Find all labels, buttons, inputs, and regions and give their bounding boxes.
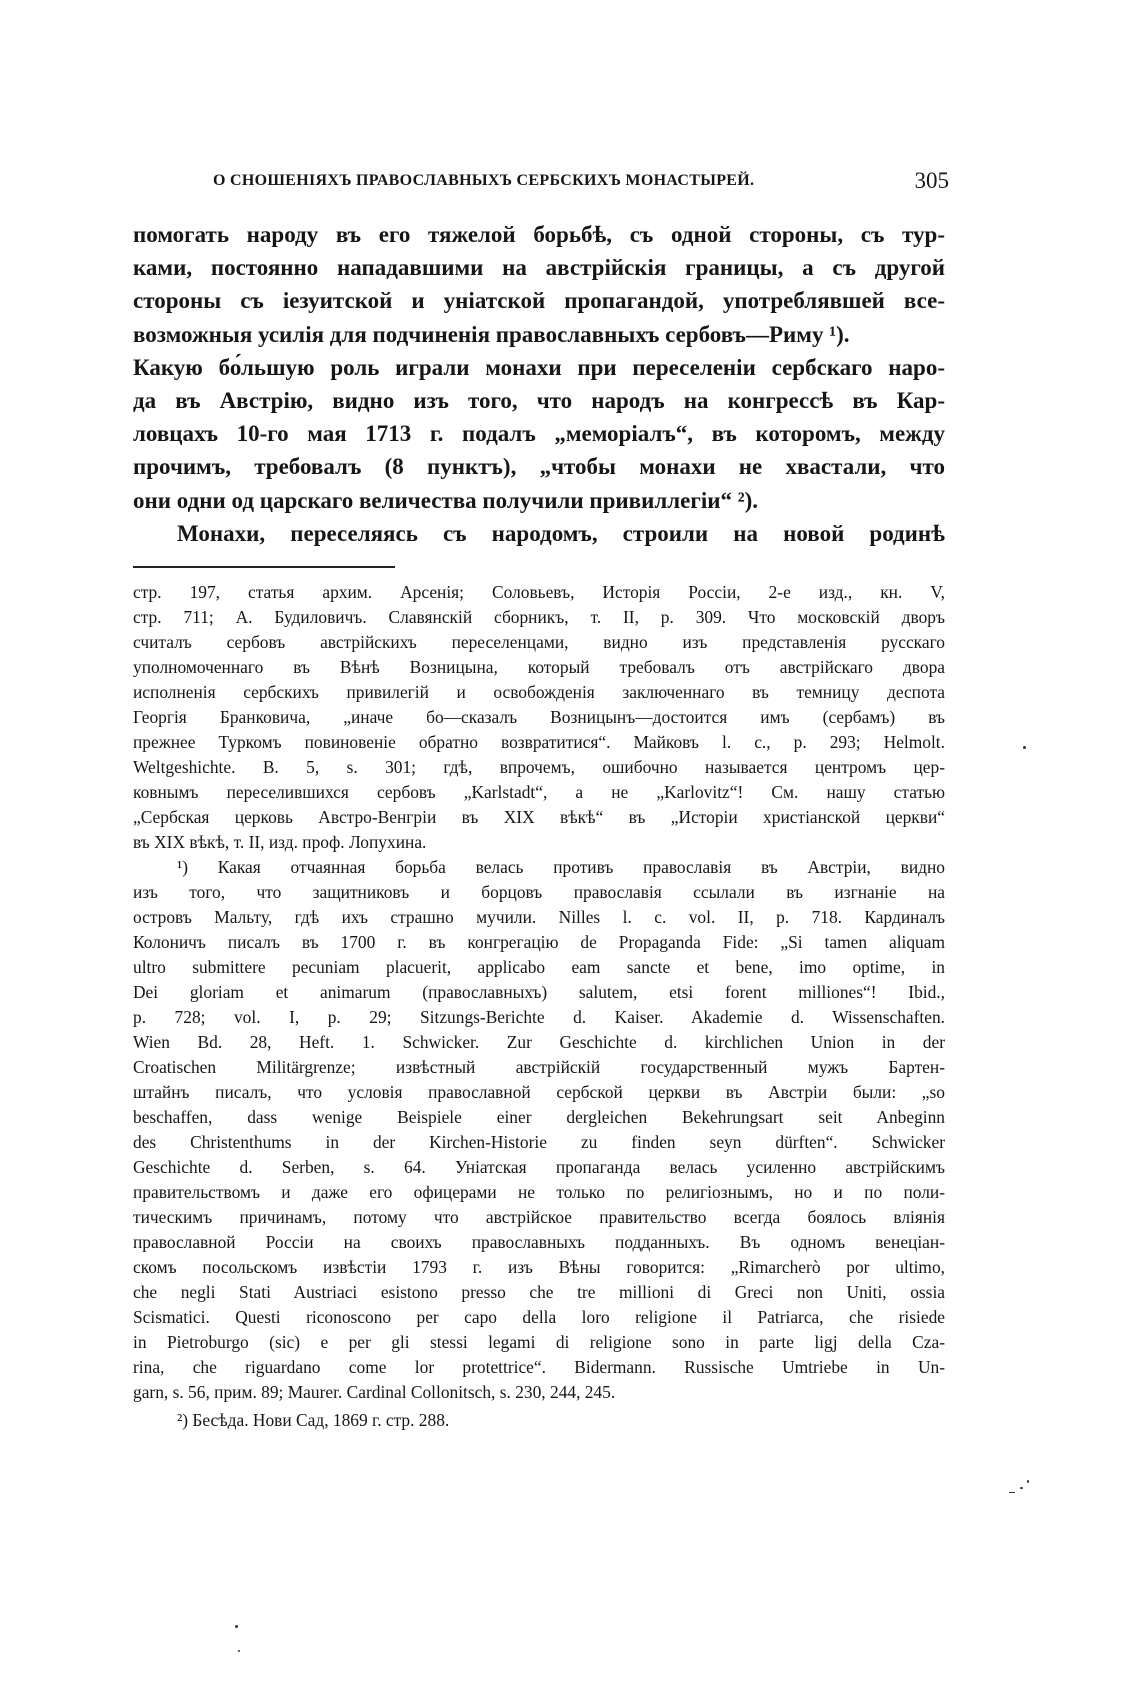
scan-speck — [1020, 1487, 1023, 1489]
footnote-line: исполненія сербскихъ привилегій и освобожденія заключеннаго въ темницу деспота — [133, 682, 945, 702]
footnote-1-line: штайнъ писалъ, что условія православной сербской церкви въ Австріи были: „so — [133, 1082, 945, 1102]
footnote-2-line: ²) Бесѣда. Нови Сад, 1869 г. стр. 288. — [177, 1410, 450, 1430]
footnote-line: Weltgeshichte. B. 5, s. 301; гдѣ, впрочемъ, ошибочно называется центромъ цер- — [133, 757, 945, 777]
footnote-1-line: ¹) Какая отчаянная борьба велась противъ православія въ Австріи, видно — [177, 857, 945, 877]
main-text-line: стороны съ іезуитской и уніатской пропагандой, употреблявшей все- — [133, 288, 945, 314]
footnote-1-line: Dei gloriam et animarum (православныхъ) salutem, etsi forent milliones“! Ibid., — [133, 982, 945, 1002]
main-text-line: Какую бо́льшую роль играли монахи при переселеніи сербскаго наро- — [133, 354, 945, 380]
scan-speck — [238, 1650, 240, 1652]
main-text — [133, 218, 945, 550]
main-text-line: помогать народу въ его тяжелой борьбѣ, съ одной стороны, съ тур- — [133, 222, 945, 247]
main-text-line: возможныя усилія для подчиненія православныхъ сербовъ—Риму ¹). — [133, 321, 850, 347]
footnote-1-line: изъ того, что защитниковъ и борцовъ православія ссылали въ изгнаніе на — [133, 882, 945, 902]
footnote-1-line: in Pietroburgo (sic) e per gli stessi legami di religione sono in parte ligj della Cza- — [133, 1332, 945, 1352]
scan-speck — [1027, 1480, 1029, 1483]
footnote-line: въ XIX вѣкѣ, т. II, изд. проф. Лопухина. — [133, 832, 427, 852]
running-title: О СНОШЕНІЯХЪ ПРАВОСЛАВНЫХЪ СЕРБСКИХЪ МОНАСТЫРЕЙ. — [213, 172, 755, 189]
footnote-line: Георгія Бранковича, „иначе бо—сказалъ Возницынъ—достоится имъ (сербамъ) въ — [133, 707, 945, 727]
footnote-line: ковнымъ переселившихся сербовъ „Karlstadt“, а не „Karlovitz“! См. нашу статью — [133, 782, 945, 802]
page-number: 305 — [914, 168, 949, 193]
footnote-1-line: тическимъ причинамъ, потому что австрійское правительство всегда боялось вліянія — [133, 1207, 945, 1227]
footnote-1-line: Wien Bd. 28, Heft. 1. Schwicker. Zur Geschichte d. kirchlichen Union in der — [133, 1032, 945, 1052]
main-text-line: они одни од царскаго величества получили привиллегіи“ ²). — [133, 487, 759, 513]
running-head — [213, 168, 949, 198]
footnote-1-line: Колоничъ писалъ въ 1700 г. въ конгрегацію de Propaganda Fide: „Si tamen aliquam — [133, 932, 945, 952]
footnote-line: „Сербская церковь Австро-Венгріи въ XIX вѣкѣ“ въ „Исторіи христіанской церкви“ — [133, 807, 945, 827]
main-text-line: Монахи, переселяясь съ народомъ, строили на новой родинѣ — [177, 520, 945, 546]
scan-speck — [235, 1625, 238, 1628]
scan-speck — [1023, 746, 1026, 749]
footnotes — [133, 580, 945, 1433]
footnote-line: считалъ сербовъ австрійскихъ переселенцами, видно изъ представленія русскаго — [133, 632, 945, 652]
footnote-rule — [133, 566, 395, 568]
footnote-1-line: p. 728; vol. I, p. 29; Sitzungs-Berichte d. Kaiser. Akademie d. Wissenschaften. — [133, 1007, 945, 1027]
footnote-1-line: beschaffen, dass wenige Beispiele einer dergleichen Bekehrungsart seit Anbeginn — [133, 1107, 945, 1127]
footnote-1-line: скомъ посольскомъ извѣстіи 1793 г. изъ Вѣны говорится: „Rimarcherò por ultimo, — [133, 1257, 945, 1277]
footnote-1-line: des Christenthums in der Kirchen-Historie zu finden seyn dürften“. Schwicker — [133, 1132, 945, 1152]
footnote-1-line: Croatischen Militärgrenze; извѣстный австрійскій государственный мужъ Бартен- — [133, 1057, 945, 1077]
main-text-line: ками, постоянно нападавшими на австрійскія границы, а съ другой — [133, 255, 945, 281]
scan-speck — [1009, 1492, 1015, 1493]
footnote-1-line: rina, che riguardano come lor protettrice“. Bidermann. Russische Umtriebe in Un- — [133, 1357, 945, 1377]
footnote-line: прежнее Туркомъ повиновеніе обратно возвратитися“. Майковъ l. c., p. 293; Helmolt. — [133, 732, 945, 752]
main-text-line: прочимъ, требовалъ (8 пунктъ), „чтобы монахи не хвастали, что — [133, 454, 945, 480]
footnote-line: стр. 711; А. Будиловичъ. Славянскій сборникъ, т. II, р. 309. Что московскій дворъ — [133, 607, 945, 627]
footnote-1-line: Geschichte d. Serben, s. 64. Уніатская пропаганда велась усиленно австрійскимъ — [133, 1157, 945, 1177]
footnote-1-line: ultro submittere pecuniam placuerit, applicabo eam sancte et bene, imo optime, in — [133, 957, 945, 977]
main-text-line: ловцахъ 10-го мая 1713 г. подалъ „меморіалъ“, въ которомъ, между — [133, 421, 945, 447]
footnote-line: стр. 197, статья архим. Арсенія; Соловьевъ, Исторія Россіи, 2-е изд., кн. V, — [133, 582, 945, 602]
footnote-line: уполномоченнаго въ Вѣнѣ Возницына, который требовалъ отъ австрійскаго двора — [133, 657, 945, 677]
footnote-1-line: che negli Stati Austriaci esistono presso che tre millioni di Greci non Uniti, ossia — [133, 1282, 945, 1302]
footnote-1-line: православной Россіи на своихъ православныхъ подданныхъ. Въ одномъ венеціан- — [133, 1232, 945, 1252]
main-text-line: да въ Австрію, видно изъ того, что народъ на конгрессѣ въ Кар- — [133, 388, 945, 414]
footnote-1-line: правительствомъ и даже его офицерами не только по религіознымъ, но и по поли- — [133, 1182, 945, 1202]
footnote-1-line: островъ Мальту, гдѣ ихъ страшно мучили. Nilles l. c. vol. II, p. 718. Кардиналъ — [133, 907, 945, 927]
footnote-1-line: garn, s. 56, прим. 89; Maurer. Cardinal Collonitsch, s. 230, 244, 245. — [133, 1382, 616, 1402]
footnote-1-line: Scismatici. Questi riconoscono per capo della loro religione il Patriarca, che risiede — [133, 1307, 945, 1327]
